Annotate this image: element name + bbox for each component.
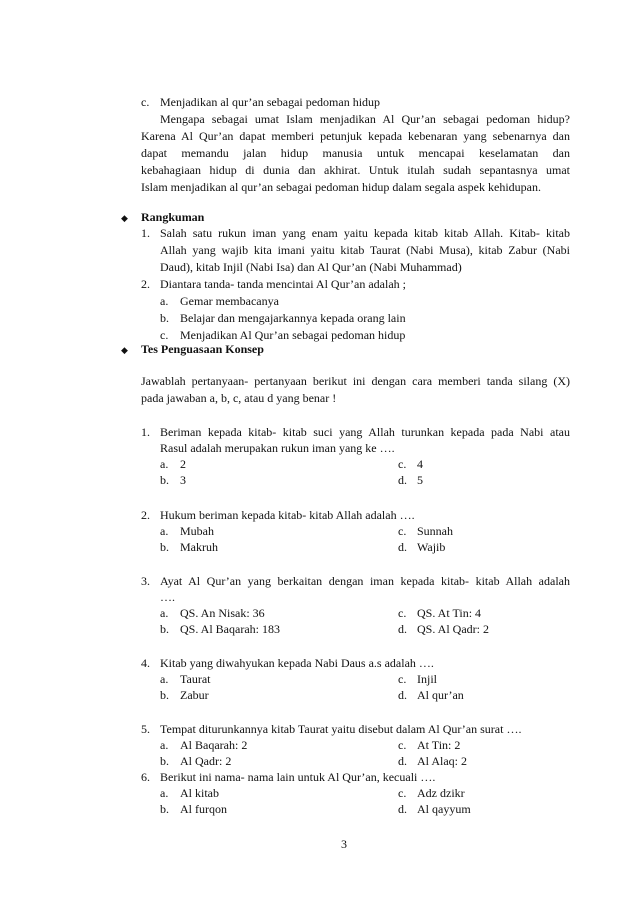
option-a: 2 (180, 457, 186, 471)
sub-letter: b. (160, 311, 169, 325)
paragraph-line: kebahagiaan hidup di dunia dan akhirat. Untuk itulah sudah sepantasnya umat (141, 163, 570, 177)
list-item-text: Salah satu rukun iman yang enam yaitu kepada kitab kitab Allah. Kitab- kitab (160, 226, 570, 240)
option-c: QS. At Tin: 4 (417, 606, 482, 620)
paragraph-line: Mengapa sebagai umat Islam menjadikan Al Qur’an sebagai pedoman hidup? (160, 112, 570, 126)
option-a: QS. An Nisak: 36 (180, 606, 265, 620)
question-number: 1. (141, 425, 150, 439)
sub-item-text: Belajar dan mengajarkannya kepada orang lain (180, 311, 406, 325)
question-number: 5. (141, 722, 150, 736)
list-number: 1. (141, 226, 150, 240)
option-c: 4 (417, 457, 423, 471)
option-b: Makruh (180, 540, 218, 554)
option-letter: d. (398, 688, 407, 702)
option-letter: d. (398, 802, 407, 816)
section-title-tes: Tes Penguasaan Konsep (141, 342, 264, 356)
option-c: At Tin: 2 (417, 738, 461, 752)
option-letter: b. (160, 754, 169, 768)
option-d: Al Alaq: 2 (417, 754, 467, 768)
option-letter: a. (160, 524, 169, 538)
option-letter: a. (160, 672, 169, 686)
question-number: 6. (141, 770, 150, 784)
diamond-bullet-icon: ◆ (121, 213, 128, 223)
option-d: QS. Al Qadr: 2 (417, 622, 489, 636)
instruction-line: pada jawaban a, b, c, atau d yang benar ! (141, 391, 337, 405)
option-letter: d. (398, 540, 407, 554)
sub-item-text: Menjadikan Al Qur’an sebagai pedoman hidup (180, 328, 406, 342)
question-number: 2. (141, 508, 150, 522)
question-text: Tempat diturunkannya kitab Taurat yaitu disebut dalam Al Qur’an surat …. (160, 722, 522, 736)
option-d: Al qayyum (417, 802, 471, 816)
paragraph-line: dapat memandu jalan hidup manusia untuk mencapai keselamatan dan (141, 146, 570, 160)
option-letter: d. (398, 754, 407, 768)
question-text: Berikut ini nama- nama lain untuk Al Qur’an, kecuali …. (160, 770, 436, 784)
page-number: 3 (341, 837, 347, 851)
question-text: Beriman kepada kitab- kitab suci yang Allah turunkan kepada pada Nabi atau (160, 425, 570, 439)
option-letter: d. (398, 473, 407, 487)
option-b: Zabur (180, 688, 209, 702)
option-letter: c. (398, 738, 407, 752)
question-text: Rasul adalah merupakan rukun iman yang ke …. (160, 441, 395, 455)
option-letter: a. (160, 786, 169, 800)
option-letter: b. (160, 473, 169, 487)
option-c: Sunnah (417, 524, 453, 538)
option-letter: a. (160, 457, 169, 471)
question-text: …. (160, 590, 175, 604)
option-c: Adz dzikr (417, 786, 465, 800)
question-number: 4. (141, 656, 150, 670)
option-letter: b. (160, 688, 169, 702)
question-number: 3. (141, 574, 150, 588)
option-c: Injil (417, 672, 437, 686)
list-number: 2. (141, 277, 150, 291)
option-d: Al qur’an (417, 688, 464, 702)
option-a: Al Baqarah: 2 (180, 738, 248, 752)
option-letter: b. (160, 622, 169, 636)
option-letter: a. (160, 606, 169, 620)
instruction-line: Jawablah pertanyaan- pertanyaan berikut ini dengan cara memberi tanda silang (X) (141, 374, 570, 388)
option-b: Al Qadr: 2 (180, 754, 232, 768)
list-item-text: Allah yang wajib kita imani yaitu kitab Taurat (Nabi Musa), kitab Zabur (Nabi (160, 243, 570, 257)
option-letter: c. (398, 606, 407, 620)
question-text: Hukum beriman kepada kitab- kitab Allah adalah …. (160, 508, 415, 522)
option-a: Taurat (180, 672, 211, 686)
option-d: Wajib (417, 540, 446, 554)
option-b: Al furqon (180, 802, 227, 816)
option-letter: c. (398, 457, 407, 471)
option-a: Al kitab (180, 786, 219, 800)
option-letter: b. (160, 802, 169, 816)
option-d: 5 (417, 473, 423, 487)
list-item-text: Diantara tanda- tanda mencintai Al Qur’an adalah ; (160, 277, 407, 291)
option-letter: b. (160, 540, 169, 554)
option-b: QS. Al Baqarah: 183 (180, 622, 280, 636)
paragraph-line: Karena Al Qur’an dapat memberi petunjuk kepada kebenaran yang sebenarnya dan (141, 129, 570, 143)
sub-item-text: Gemar membacanya (180, 294, 279, 308)
option-letter: c. (398, 672, 407, 686)
question-text: Ayat Al Qur’an yang berkaitan dengan iman kepada kitab- kitab Allah adalah (160, 574, 570, 588)
question-text: Kitab yang diwahyukan kepada Nabi Daus a.s adalah …. (160, 656, 434, 670)
list-item-text: Daud), kitab Injil (Nabi Isa) dan Al Qur’an (Nabi Muhammad) (160, 260, 462, 274)
paragraph-line: Islam menjadikan al qur’an sebagai pedoman hidup dalam segala aspek kehidupan. (141, 180, 541, 194)
option-letter: c. (398, 786, 407, 800)
list-letter: c. (141, 95, 150, 109)
option-letter: c. (398, 524, 407, 538)
sub-letter: c. (160, 328, 169, 342)
list-item-text: Menjadikan al qur’an sebagai pedoman hidup (160, 95, 381, 109)
option-letter: d. (398, 622, 407, 636)
option-b: 3 (180, 473, 186, 487)
option-a: Mubah (180, 524, 214, 538)
section-title-rangkuman: Rangkuman (141, 210, 205, 224)
option-letter: a. (160, 738, 169, 752)
diamond-bullet-icon: ◆ (121, 345, 128, 355)
sub-letter: a. (160, 294, 169, 308)
